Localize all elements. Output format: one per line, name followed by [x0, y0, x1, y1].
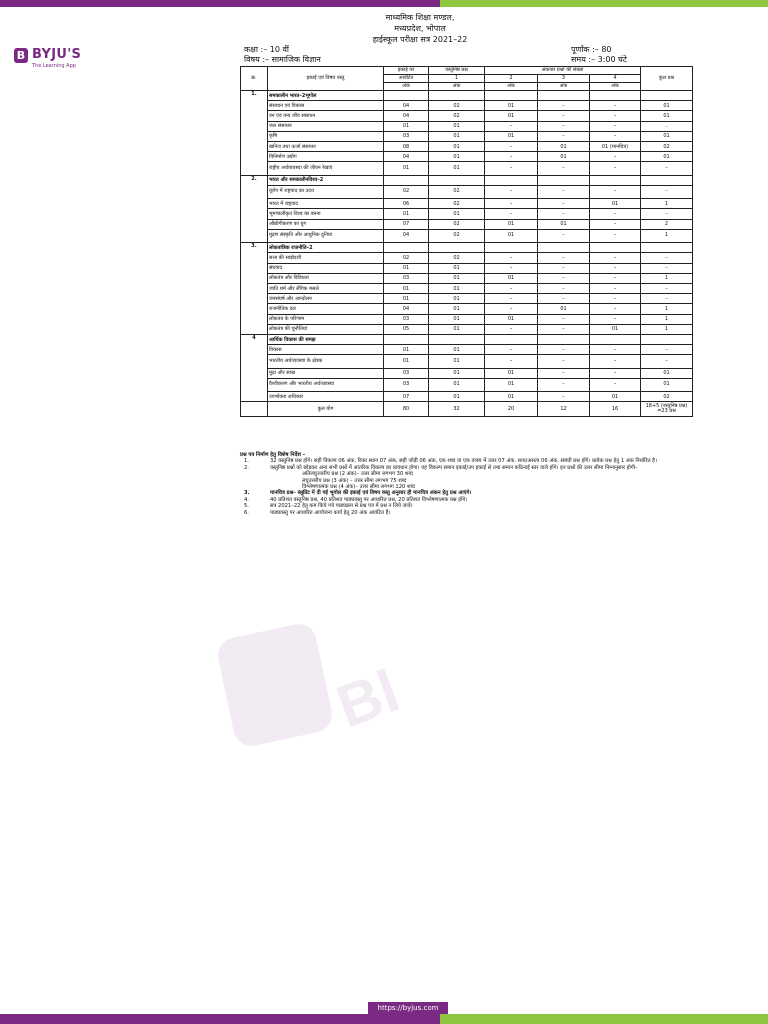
table-row — [241, 131, 693, 141]
cell-m3: – — [538, 314, 590, 324]
cell-m3: – — [538, 294, 590, 304]
cell-total: 02 — [641, 392, 693, 402]
cell-total: – — [641, 263, 693, 273]
unit-name: संसाधन एवं विकास — [268, 101, 384, 111]
section-number: 3. — [241, 243, 268, 335]
instruction-num: 3. — [244, 490, 250, 497]
cell-total: 02 — [641, 141, 693, 151]
col-objective: वस्तुनिष्ठ प्रश्न — [429, 67, 485, 75]
cell-m4: – — [590, 345, 641, 355]
cell-m3: 01 — [538, 152, 590, 162]
table-row — [241, 141, 693, 151]
cell-obj: 02 — [429, 111, 485, 121]
cell-total: 01 — [641, 131, 693, 141]
cell-m4: – — [590, 229, 641, 242]
section-title: आर्थिक विकास की समझ — [268, 334, 384, 344]
footer-url-link[interactable]: https://byjus.com — [368, 1002, 448, 1014]
cell-m2: – — [485, 199, 538, 209]
unit-name: लोकतंत्र के परिणाम — [268, 314, 384, 324]
cell-obj: 01 — [429, 345, 485, 355]
cell-m3: – — [538, 263, 590, 273]
cell-obj: 01 — [429, 141, 485, 151]
cell-m3: – — [538, 378, 590, 391]
cell-total: 01 — [641, 111, 693, 121]
unit-name: सत्ता की साझेदारी — [268, 253, 384, 263]
cell-m2: 01 — [485, 392, 538, 402]
table-row — [241, 378, 693, 391]
exam-title: हाईस्कूल परीक्षा सत्र 2021–22 — [372, 35, 468, 44]
cell-total: – — [641, 355, 693, 368]
table-body — [241, 91, 693, 417]
cell-m4: – — [590, 253, 641, 263]
unit-name: मुद्रा और साख — [268, 368, 384, 378]
unit-name: जनसंघर्ष और आन्दोलन — [268, 294, 384, 304]
col-total: कुल प्रश्न — [641, 67, 693, 91]
table-row — [241, 209, 693, 219]
cell-obj: 01 — [429, 121, 485, 131]
cell-obj: 01 — [429, 355, 485, 368]
cell-alloted: 01 — [384, 162, 429, 175]
empty-cell — [485, 334, 538, 344]
cell-m2: 01 — [485, 101, 538, 111]
cell-m3: – — [538, 209, 590, 219]
svg-text:Bl: Bl — [328, 656, 408, 741]
cell-m2: – — [485, 324, 538, 334]
cell-alloted: 01 — [384, 345, 429, 355]
table-row — [241, 101, 693, 111]
cell-m2: – — [485, 185, 538, 198]
col-qcount: अंकवार प्रश्नों की संख्या — [485, 67, 641, 75]
section-number: 2. — [241, 175, 268, 243]
col-alloted-3: अंक — [384, 83, 429, 91]
table-row — [241, 229, 693, 242]
logo-mark: B — [14, 48, 28, 63]
section-row — [241, 334, 693, 344]
cell-alloted: 01 — [384, 283, 429, 293]
unit-name: औद्योगीकरण का युग — [268, 219, 384, 229]
cell-obj: 01 — [429, 378, 485, 391]
section-number: 4 — [241, 334, 268, 402]
table-row — [241, 273, 693, 283]
cell-m4: – — [590, 131, 641, 141]
table-row — [241, 219, 693, 229]
cell-obj: 01 — [429, 273, 485, 283]
cell-m3: – — [538, 121, 590, 131]
cell-m2: 01 — [485, 229, 538, 242]
cell-m2: 01 — [485, 368, 538, 378]
cell-m4: – — [590, 219, 641, 229]
instruction-text: सत्र 2021–22 हेतु कम किये गये पाठ्यक्रम से प्रश्न पत्र में प्रश्न न लिये जावें। — [270, 503, 413, 510]
cell-m2: – — [485, 162, 538, 175]
instruction-subitem: लघुउत्तरीय प्रश्न (3 अंक) – उत्तर सीमा लगभग 75 शब्द — [302, 477, 407, 484]
total-m4: 16 — [590, 402, 641, 417]
instruction-num: 5. — [244, 503, 249, 510]
cell-alloted: 01 — [384, 294, 429, 304]
instruction-num: 4. — [244, 496, 249, 503]
table-row — [241, 185, 693, 198]
cell-total: .. — [641, 121, 693, 131]
cell-m4: – — [590, 152, 641, 162]
cell-obj: 01 — [429, 131, 485, 141]
section-title: भारत और समकालीनविश्व–2 — [268, 175, 384, 185]
cell-obj: 02 — [429, 229, 485, 242]
cell-m3: – — [538, 273, 590, 283]
empty-cell — [538, 175, 590, 185]
cell-alloted: 03 — [384, 314, 429, 324]
cell-m3: – — [538, 345, 590, 355]
cell-m4: – — [590, 185, 641, 198]
instruction-text: पाठ्यवस्तु पर आधारित आयोजना कार्य हेतु 20 अंक आवंटित हैं। — [270, 509, 391, 516]
unit-name: विकास — [268, 345, 384, 355]
cell-m3: – — [538, 131, 590, 141]
section-number: 1. — [241, 91, 268, 176]
cell-m4: 01 — [590, 199, 641, 209]
instruction-text: वस्तुनिष्ठ प्रश्नों को छोड़कर अन्य सभी प्रश्नों में आंतरिक विकल्प का प्रावधान होगा। यह विकल्प समान इकाई/उप इकाई से तथा समान कठिनाई स्तर वाले होंगे। इन प्रश्नों की उत्तर सीमा निम्नानुसार होगी– — [270, 464, 638, 471]
unit-name: लोकतंत्र की चुनौतियां — [268, 324, 384, 334]
section-title: समकालीन भारत–2भूगोल — [268, 91, 384, 101]
empty-cell — [241, 402, 268, 417]
cell-total: – — [641, 209, 693, 219]
unit-name: संघवाद — [268, 263, 384, 273]
cell-obj: 01 — [429, 263, 485, 273]
empty-cell — [429, 334, 485, 344]
blueprint-table — [240, 66, 693, 417]
totals-label: कुल योग — [268, 402, 384, 417]
section-row — [241, 243, 693, 253]
table-row — [241, 324, 693, 334]
cell-obj: 02 — [429, 101, 485, 111]
cell-alloted: 07 — [384, 392, 429, 402]
byjus-watermark-icon — [215, 600, 475, 780]
section-row — [241, 91, 693, 101]
class-label: कक्षा :– 10 वीं — [244, 45, 289, 54]
document-header — [370, 12, 470, 45]
cell-alloted: 03 — [384, 131, 429, 141]
marks-label: पूर्णांक :– 80 — [571, 45, 612, 54]
cell-total: 1 — [641, 314, 693, 324]
unit-name: मुद्रण संस्कृति और आधुनिक दुनिया — [268, 229, 384, 242]
col-m1: 1 — [429, 75, 485, 83]
cell-m4: – — [590, 314, 641, 324]
instruction-subitem: विश्लेषणात्मक प्रश्न (4 अंक)– उत्तर सीमा लगभग 120 शब्द — [302, 484, 415, 491]
unit-name: भूमण्डलीकृत विश्व का बनना — [268, 209, 384, 219]
instruction-num: 6. — [244, 509, 249, 516]
empty-cell — [384, 175, 429, 185]
cell-m2: 01 — [485, 378, 538, 391]
cell-m2: 01 — [485, 219, 538, 229]
cell-m2: – — [485, 263, 538, 273]
cell-obj: 01 — [429, 152, 485, 162]
cell-total: 1 — [641, 304, 693, 314]
cell-alloted: 01 — [384, 209, 429, 219]
unit-name: खनिज तथा ऊर्जा संसाधन — [268, 141, 384, 151]
cell-alloted: 03 — [384, 273, 429, 283]
cell-m2: – — [485, 121, 538, 131]
total-m2: 20 — [485, 402, 538, 417]
table-row — [241, 304, 693, 314]
empty-cell — [641, 334, 693, 344]
table-row — [241, 111, 693, 121]
section-row — [241, 175, 693, 185]
cell-m4: – — [590, 273, 641, 283]
instruction-num: 1. — [244, 458, 249, 465]
cell-total: – — [641, 294, 693, 304]
cell-m3: – — [538, 283, 590, 293]
instruction-item — [240, 510, 700, 516]
cell-m4: – — [590, 304, 641, 314]
cell-alloted: 02 — [384, 253, 429, 263]
cell-alloted: 01 — [384, 121, 429, 131]
cell-m4: – — [590, 209, 641, 219]
col-unit: इकाई एवं विषय वस्तु — [268, 67, 384, 91]
cell-m4: – — [590, 294, 641, 304]
table-row — [241, 283, 693, 293]
instructions — [240, 452, 700, 516]
cell-m2: 01 — [485, 314, 538, 324]
cell-m3: 01 — [538, 141, 590, 151]
unit-name: कृषि — [268, 131, 384, 141]
cell-m3: 01 — [538, 304, 590, 314]
unit-name: राष्ट्रीय अर्थव्यवस्था की जीवन रेखाएं — [268, 162, 384, 175]
cell-m3: – — [538, 253, 590, 263]
cell-m3: – — [538, 229, 590, 242]
cell-m4: – — [590, 355, 641, 368]
cell-alloted: 04 — [384, 152, 429, 162]
cell-total: – — [641, 162, 693, 175]
cell-m4: – — [590, 378, 641, 391]
table-row — [241, 392, 693, 402]
table-row — [241, 355, 693, 368]
cell-m2: – — [485, 304, 538, 314]
section-title: लोकतांत्रिक राजनीति–2 — [268, 243, 384, 253]
instruction-text: मानचित्र प्रश्न– ब्लूप्रिंट में दी गई भूगोल की इकाई एवं विषय वस्तु अनुसार ही मानचित्र अंकन हेतु प्रश्न आएंगे। — [270, 490, 472, 497]
cell-obj: 02 — [429, 199, 485, 209]
cell-alloted: 04 — [384, 229, 429, 242]
empty-cell — [485, 175, 538, 185]
cell-m2: – — [485, 345, 538, 355]
table-row — [241, 152, 693, 162]
cell-m3: – — [538, 185, 590, 198]
empty-cell — [384, 334, 429, 344]
cell-alloted: 01 — [384, 263, 429, 273]
empty-cell — [384, 91, 429, 101]
cell-alloted: 04 — [384, 111, 429, 121]
unit-name: वन एवं वन्य जीव संसाधन — [268, 111, 384, 121]
cell-m4: – — [590, 162, 641, 175]
bottom-color-bar — [0, 1014, 768, 1024]
table-row — [241, 162, 693, 175]
empty-cell — [429, 91, 485, 101]
cell-total: 01 — [641, 378, 693, 391]
logo-tagline: The Learning App — [32, 63, 76, 69]
cell-m3: – — [538, 199, 590, 209]
instruction-subitem: अतिलघुउत्तरीय प्रश्न (2 अंक)– उत्तर सीमा लगभग 30 शब्द — [302, 471, 413, 478]
col-m2: 2 — [485, 75, 538, 83]
instruction-item — [240, 465, 700, 471]
empty-cell — [538, 334, 590, 344]
col-m3: 3 — [538, 75, 590, 83]
empty-cell — [590, 175, 641, 185]
cell-obj: 02 — [429, 219, 485, 229]
cell-total: 01 — [641, 368, 693, 378]
table-row — [241, 314, 693, 324]
cell-m2: 01 — [485, 111, 538, 121]
cell-obj: 02 — [429, 185, 485, 198]
instruction-text: 32 वस्तुनिष्ठ प्रश्न होंगे। सही विकल्प 06 अंक, रिक्त स्थान 07 अंक, सही जोड़ी 06 अंक, एक शब्द या एक वाक्य में उत्तर 07 अंक, सत्य/असत्य 06 अंक, संबंधी प्रश्न होंगे। प्रत्येक प्रश्न हेतु 1 अंक निर्धारित है। — [270, 458, 657, 465]
cell-total: 1 — [641, 229, 693, 242]
logo-name: BYJU'S — [32, 47, 82, 62]
cell-m2: 01 — [485, 273, 538, 283]
instruction-num: 2. — [244, 464, 249, 471]
cell-total: 1 — [641, 199, 693, 209]
cell-obj: 01 — [429, 368, 485, 378]
unit-name: भारतीय अर्थव्यवस्था के क्षेत्रक — [268, 355, 384, 368]
cell-m2: – — [485, 253, 538, 263]
cell-total: – — [641, 345, 693, 355]
cell-total: – — [641, 283, 693, 293]
cell-m3: 01 — [538, 219, 590, 229]
unit-name: जल संसाधन — [268, 121, 384, 131]
cell-m3: – — [538, 368, 590, 378]
cell-m2: 01 — [485, 131, 538, 141]
empty-cell — [641, 243, 693, 253]
subject-label: विषय :– सामाजिक विज्ञान — [244, 55, 321, 64]
time-label: समय :– 3:00 घंटे — [571, 55, 627, 64]
unit-name: विनिर्माण उद्योग — [268, 152, 384, 162]
cell-m3: – — [538, 101, 590, 111]
cell-total: 2 — [641, 219, 693, 229]
unit-name: लोकतंत्र और विविधता — [268, 273, 384, 283]
unit-name: राजनीतिक दल — [268, 304, 384, 314]
cell-total: – — [641, 253, 693, 263]
cell-m2: – — [485, 294, 538, 304]
table-row — [241, 263, 693, 273]
cell-total: – — [641, 185, 693, 198]
cell-m3: – — [538, 324, 590, 334]
empty-cell — [590, 91, 641, 101]
empty-cell — [641, 175, 693, 185]
empty-cell — [538, 91, 590, 101]
col-m2-unit: अंक — [485, 83, 538, 91]
cell-alloted: 02 — [384, 185, 429, 198]
unit-name: जाति धर्म और लैंगिक मसले — [268, 283, 384, 293]
empty-cell — [641, 91, 693, 101]
empty-cell — [538, 243, 590, 253]
cell-obj: 01 — [429, 392, 485, 402]
board-name: माध्यमिक शिक्षा मण्डल, मध्यप्रदेश, भोपाल — [385, 13, 455, 33]
totals-row — [241, 402, 693, 417]
cell-m4: 01 (मानचित्र) — [590, 141, 641, 151]
cell-obj: 01 — [429, 324, 485, 334]
cell-obj: 01 — [429, 162, 485, 175]
cell-m3: – — [538, 392, 590, 402]
total-m3: 12 — [538, 402, 590, 417]
total-obj: 32 — [429, 402, 485, 417]
cell-alloted: 03 — [384, 378, 429, 391]
cell-m4: – — [590, 368, 641, 378]
instructions-heading: प्रश्न पत्र निर्माण हेतु विशेष निर्देश – — [240, 452, 306, 458]
cell-m3: – — [538, 111, 590, 121]
col-m4-unit: अंक — [590, 83, 641, 91]
col-alloted-2: आवंटित — [384, 75, 429, 83]
cell-m2: – — [485, 355, 538, 368]
instruction-text: 40 प्रतिशत वस्तुनिष्ठ प्रश्न, 40 प्रतिशत पाठ्यवस्तु पर आधारित प्रश्न, 20 प्रतिशत विश्लेषणात्मक प्रश्न होंगे। — [270, 496, 468, 503]
cell-alloted: 04 — [384, 304, 429, 314]
unit-name: यूरोप में राष्ट्रवाद का उदय — [268, 185, 384, 198]
cell-m4: 01 — [590, 324, 641, 334]
cell-total: 01 — [641, 101, 693, 111]
empty-cell — [485, 243, 538, 253]
table-row — [241, 368, 693, 378]
col-m3-unit: अंक — [538, 83, 590, 91]
table-row — [241, 199, 693, 209]
cell-alloted: 01 — [384, 355, 429, 368]
cell-m2: – — [485, 209, 538, 219]
cell-alloted: 08 — [384, 141, 429, 151]
total-total: 18+5 (वस्तुनिष्ठ प्रश्न) =23 प्रश्न — [641, 402, 693, 417]
cell-obj: 01 — [429, 209, 485, 219]
cell-obj: 01 — [429, 283, 485, 293]
table-row — [241, 345, 693, 355]
col-alloted: इकाई पर — [384, 67, 429, 75]
cell-obj: 01 — [429, 314, 485, 324]
empty-cell — [429, 243, 485, 253]
top-color-bar — [0, 0, 768, 7]
cell-m3: – — [538, 355, 590, 368]
cell-total: 1 — [641, 324, 693, 334]
cell-obj: 01 — [429, 294, 485, 304]
empty-cell — [590, 334, 641, 344]
cell-m4: – — [590, 111, 641, 121]
cell-m4: – — [590, 121, 641, 131]
cell-m4: – — [590, 101, 641, 111]
cell-m2: – — [485, 283, 538, 293]
unit-name: उपभोक्ता अधिकार — [268, 392, 384, 402]
byjus-logo — [14, 46, 94, 76]
cell-m4: – — [590, 283, 641, 293]
cell-alloted: 03 — [384, 368, 429, 378]
col-m1-unit: अंक — [429, 83, 485, 91]
cell-alloted: 07 — [384, 219, 429, 229]
table-header-row — [241, 67, 693, 75]
cell-alloted: 05 — [384, 324, 429, 334]
cell-m3: – — [538, 162, 590, 175]
table-row — [241, 121, 693, 131]
table-row — [241, 294, 693, 304]
cell-total: 1 — [641, 273, 693, 283]
cell-m2: – — [485, 152, 538, 162]
cell-alloted: 06 — [384, 199, 429, 209]
cell-obj: 02 — [429, 253, 485, 263]
total-alloted: 80 — [384, 402, 429, 417]
cell-m4: – — [590, 263, 641, 273]
col-m4: 4 — [590, 75, 641, 83]
empty-cell — [429, 175, 485, 185]
unit-name: वैश्वीकरण और भारतीय अर्थव्यवस्था — [268, 378, 384, 391]
cell-alloted: 04 — [384, 101, 429, 111]
table-row — [241, 253, 693, 263]
cell-total: 01 — [641, 152, 693, 162]
empty-cell — [590, 243, 641, 253]
unit-name: भारत में राष्ट्रवाद — [268, 199, 384, 209]
col-sn: क्र. — [241, 67, 268, 91]
cell-m4: 01 — [590, 392, 641, 402]
empty-cell — [485, 91, 538, 101]
empty-cell — [384, 243, 429, 253]
cell-obj: 01 — [429, 304, 485, 314]
cell-m2: – — [485, 141, 538, 151]
